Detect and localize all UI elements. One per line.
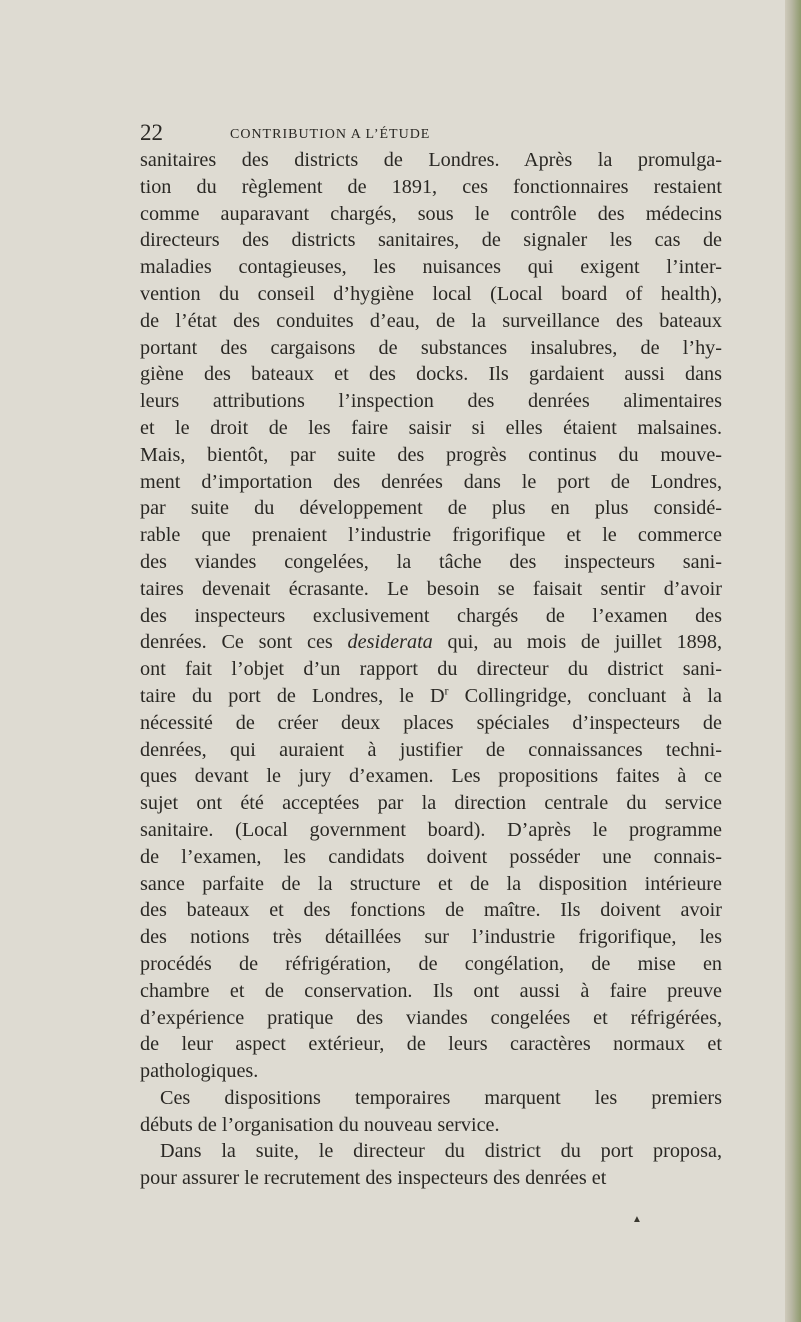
text-line: chambre et de conservation. Ils ont aussi à faire preuve (140, 979, 722, 1002)
text-line: sance parfaite de la structure et de la disposition intérieure (140, 872, 722, 895)
text-line: des inspecteurs exclusivement chargés de l’examen des (140, 604, 722, 627)
superscript: r (444, 683, 449, 698)
text-line: d’expérience pratique des viandes congelées et réfrigérées, (140, 1006, 722, 1029)
running-head (140, 118, 720, 148)
text-line: de leur aspect extérieur, de leurs caractères normaux et (140, 1033, 722, 1056)
text-line: ment d’importation des denrées dans le port de Londres, (140, 470, 722, 493)
text-line: des bateaux et des fonctions de maître. Ils doivent avoir (140, 899, 722, 922)
text-line: denrées, qui auraient à justifier de connaissances techni- (140, 738, 722, 761)
text-line: Mais, bientôt, par suite des progrès continus du mouve- (140, 443, 722, 466)
ink-mark: ▲ (632, 1214, 642, 1225)
body-text (140, 147, 722, 1192)
text-fragment: denrées. Ce sont ces (140, 631, 333, 654)
text-line: sujet ont été acceptées par la direction centrale du service (140, 792, 722, 815)
text-line: rable que prenaient l’industrie frigorifique et le commerce (140, 524, 722, 547)
text-line: portant des cargaisons de substances insalubres, de l’hy- (140, 336, 722, 359)
text-line: pathologiques. (140, 1060, 259, 1083)
text-line: sanitaire. (Local government board). D’après le programme (140, 818, 722, 841)
text-line: débuts de l’organisation du nouveau service. (140, 1113, 500, 1136)
page-number: 22 (140, 120, 163, 145)
text-line: ques devant le jury d’examen. Les propositions faites à ce (140, 765, 722, 788)
text-line: comme auparavant chargés, sous le contrôle des médecins (140, 202, 722, 225)
text-line: taires devenait écrasante. Le besoin se faisait sentir d’avoir (140, 577, 722, 600)
text-line: maladies contagieuses, les nuisances qui exigent l’inter- (140, 256, 722, 279)
text-line: de l’examen, les candidats doivent posséder une connais- (140, 845, 722, 868)
text-line: procédés de réfrigération, de congélation, de mise en (140, 952, 722, 975)
text-line: ont fait l’objet d’un rapport du directeur du district sani- (140, 658, 722, 681)
text-line: sanitaires des districts de Londres. Après la promulga- (140, 149, 722, 171)
italic-term: desiderata (347, 631, 433, 654)
text-line: vention du conseil d’hygiène local (Local board of health), (140, 282, 722, 305)
text-line: de l’état des conduites d’eau, de la surveillance des bateaux (140, 309, 722, 332)
page-edge (785, 0, 801, 1322)
text-fragment: Collingridge, concluant à la (448, 684, 723, 707)
text-fragment: taire du port de Londres, le D (140, 684, 445, 707)
text-line: leurs attributions l’inspection des denrées alimentaires (140, 390, 722, 413)
text-line: tion du règlement de 1891, ces fonctionnaires restaient (140, 175, 722, 198)
text-line: directeurs des districts sanitaires, de signaler les cas de (140, 229, 722, 252)
text-line: et le droit de les faire saisir si elles étaient malsaines. (140, 416, 722, 439)
text-line: Ces dispositions temporaires marquent les premiers (160, 1086, 722, 1109)
text-line-desiderata (140, 629, 722, 656)
text-line: nécessité de créer deux places spéciales d’inspecteurs de (140, 711, 722, 734)
text-line: Dans la suite, le directeur du district du port proposa, (160, 1140, 722, 1163)
text-line: par suite du développement de plus en plus considé- (140, 497, 722, 520)
text-line: giène des bateaux et des docks. Ils gardaient aussi dans (140, 363, 722, 386)
text-line: pour assurer le recrutement des inspecteurs des denrées et (140, 1167, 607, 1190)
text-line: des notions très détaillées sur l’industrie frigorifique, les (140, 926, 722, 949)
text-fragment: qui, au mois de juillet 1898, (447, 631, 722, 654)
text-line-doctor (140, 683, 722, 710)
text-line: des viandes congelées, la tâche des inspecteurs sani- (140, 550, 722, 573)
running-title: CONTRIBUTION A L’ÉTUDE (230, 127, 431, 142)
